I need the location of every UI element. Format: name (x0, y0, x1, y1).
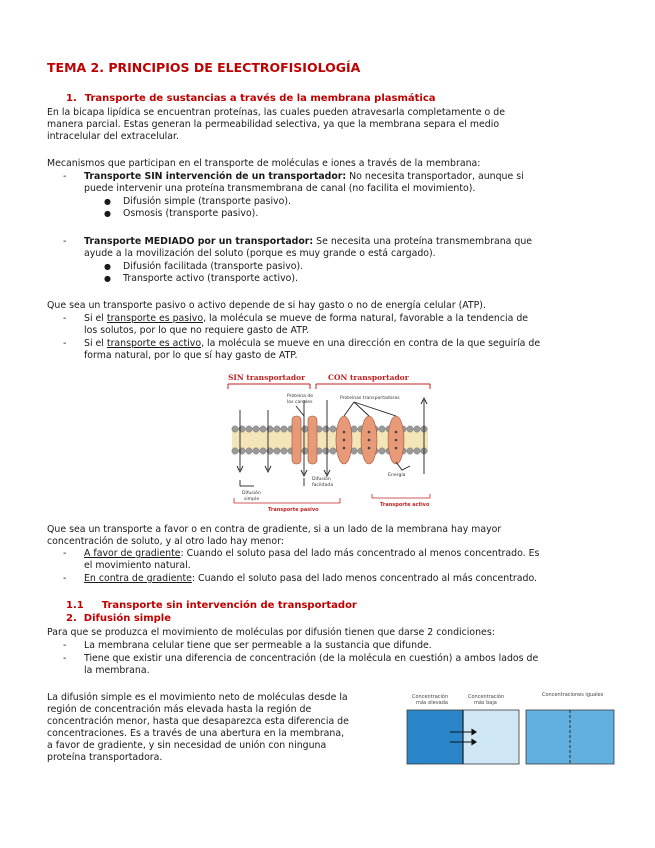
fig-label-activo: Transporte activo (380, 502, 430, 508)
dash-bullet: - (63, 653, 67, 664)
dash-bullet: - (63, 171, 67, 182)
fig-label-dif-fac-1: Difusión (312, 477, 331, 482)
paragraph-line: La difusión simple es el movimiento neto de moléculas desde la (47, 692, 348, 703)
mechanism-text-line: puede intervenir una proteína transmembrana de canal (no facilita el movimiento). (84, 183, 476, 194)
dash-bullet: - (63, 338, 67, 349)
condition-item: Tiene que existir una diferencia de concentración (de la molécula en cuestión) a ambos lados de (84, 653, 539, 664)
paragraph-line: a favor de gradiente, y sin necesidad de unión con ninguna (47, 740, 327, 751)
text-run: , la molécula se mueve en una dirección en contra de la que seguiría de (201, 338, 541, 349)
active-item (84, 338, 540, 350)
subsection-1-1-heading (66, 600, 357, 611)
underlined-term: En contra de gradiente (84, 573, 192, 584)
sub-item: Difusión facilitada (transporte pasivo). (123, 261, 304, 272)
section-number: 2. (66, 613, 77, 624)
fig-label-energia: Energía (388, 473, 406, 478)
fig2-label-baja-1: Concentración (468, 694, 505, 700)
fig2-label-baja-2: más baja (474, 700, 497, 706)
paragraph-line: Que sea un transporte pasivo o activo depende de si hay gasto o no de energía celular (ATP). (47, 300, 486, 311)
text-run: Si el (84, 313, 107, 324)
fig-label-dif-simple-1: Difusión (242, 491, 261, 496)
section-number: 1.1 (66, 600, 84, 611)
paragraph-line: concentración de soluto, y al otro lado hay menor: (47, 536, 284, 547)
dash-bullet: - (63, 236, 67, 247)
fig-label-sin: SIN transportador (228, 373, 306, 382)
section-title: Transporte de sustancias a través de la membrana plasmática (84, 93, 436, 104)
circle-bullet: ● (104, 197, 111, 206)
circle-bullet: ● (104, 274, 111, 283)
document-title: TEMA 2. PRINCIPIOS DE ELECTROFISIOLOGÍA (47, 60, 361, 75)
mechanism-text-line: ayude a la movilización del soluto (porque es muy grande o está cargado). (84, 248, 436, 259)
mechanism-title: Transporte MEDIADO por un transportador: (84, 236, 314, 247)
section-1-heading (66, 93, 436, 104)
fig2-label-alta-1: Concentración (412, 694, 449, 700)
fig-label-transp: Proteínas transportadoras (340, 396, 400, 401)
gradient-contra-item (84, 573, 537, 585)
membrane-transport-figure (224, 370, 436, 516)
passive-item (84, 313, 528, 325)
gradient-favor-item (84, 548, 539, 560)
dash-bullet: - (63, 313, 67, 324)
section-title: Transporte sin intervención de transportador (101, 600, 357, 611)
section-2-heading (66, 613, 171, 624)
fig-label-pasivo: Transporte pasivo (268, 507, 319, 513)
underlined-term: A favor de gradiente (84, 548, 181, 559)
fig2-label-alta-2: más elevada (416, 700, 448, 706)
mechanism-item (84, 171, 524, 183)
paragraph-line: manera parcial. Estas generan la permeabilidad selectiva, ya que la membrana separa el medio (47, 119, 500, 130)
paragraph-line: concentración menor, hasta que desaparezca esta diferencia de (47, 716, 349, 727)
active-item-line: forma natural, por lo que sí hay gasto de ATP. (84, 350, 298, 361)
mechanism-text: No necesita transportador, aunque si (346, 171, 524, 182)
paragraph-line: Que sea un transporte a favor o en contra de gradiente, si a un lado de la membrana hay mayor (47, 524, 502, 535)
text-run: , la molécula se mueve de forma natural, favorable a la tendencia de (203, 313, 529, 324)
paragraph-line: intracelular del extracelular. (47, 131, 179, 142)
circle-bullet: ● (104, 262, 111, 271)
mechanism-text: Se necesita una proteína transmembrana que (313, 236, 533, 247)
fig-label-canal-2: los canales (287, 400, 313, 405)
fig2-label-iguales: Concentraciones iguales (542, 692, 604, 698)
mechanism-title: Transporte SIN intervención de un transportador: (84, 171, 347, 182)
text-run: Si el (84, 338, 107, 349)
fig-label-con: CON transportador (328, 373, 409, 382)
condition-item-line: la membrana. (84, 665, 150, 676)
text-run: : Cuando el soluto pasa del lado menos concentrado al más concentrado. (191, 573, 538, 584)
fig-label-dif-simple-2: simple (244, 497, 260, 502)
sub-item: Difusión simple (transporte pasivo). (123, 196, 291, 207)
paragraph-line: proteína transportadora. (47, 752, 163, 763)
condition-item: La membrana celular tiene que ser permeable a la sustancia que difunde. (84, 640, 432, 651)
underlined-term: transporte es activo (106, 338, 202, 349)
sub-item: Transporte activo (transporte activo). (123, 273, 299, 284)
dash-bullet: - (63, 573, 67, 584)
dash-bullet: - (63, 640, 67, 651)
dash-bullet: - (63, 548, 67, 559)
paragraph-line: región de concentración más elevada hasta la región de (47, 704, 312, 715)
diffusion-figure (404, 688, 616, 766)
paragraph-line: Mecanismos que participan en el transporte de moléculas e iones a través de la membrana: (47, 158, 481, 169)
fig-label-dif-fac-2: facilitada (312, 483, 334, 488)
text-run: : Cuando el soluto pasa del lado más concentrado al menos concentrado. Es (180, 548, 540, 559)
paragraph-line: En la bicapa lipídica se encuentran proteínas, las cuales pueden atravesarla completamente o de (47, 107, 505, 118)
mechanism-item (84, 236, 532, 248)
section-number: 1. (66, 93, 77, 104)
circle-bullet: ● (104, 209, 111, 218)
gradient-favor-line: el movimiento natural. (84, 560, 191, 571)
paragraph-line: Para que se produzca el movimiento de moléculas por difusión tienen que darse 2 condiciones: (47, 627, 495, 638)
passive-item-line: los solutos, por lo que no requiere gasto de ATP. (84, 325, 310, 336)
section-title: Difusión simple (83, 613, 171, 624)
paragraph-line: concentraciones. Es a través de una abertura en la membrana, (47, 728, 345, 739)
fig-label-canal-1: Proteína de (287, 394, 314, 399)
underlined-term: transporte es pasivo (106, 313, 204, 324)
sub-item: Osmosis (transporte pasivo). (123, 208, 259, 219)
